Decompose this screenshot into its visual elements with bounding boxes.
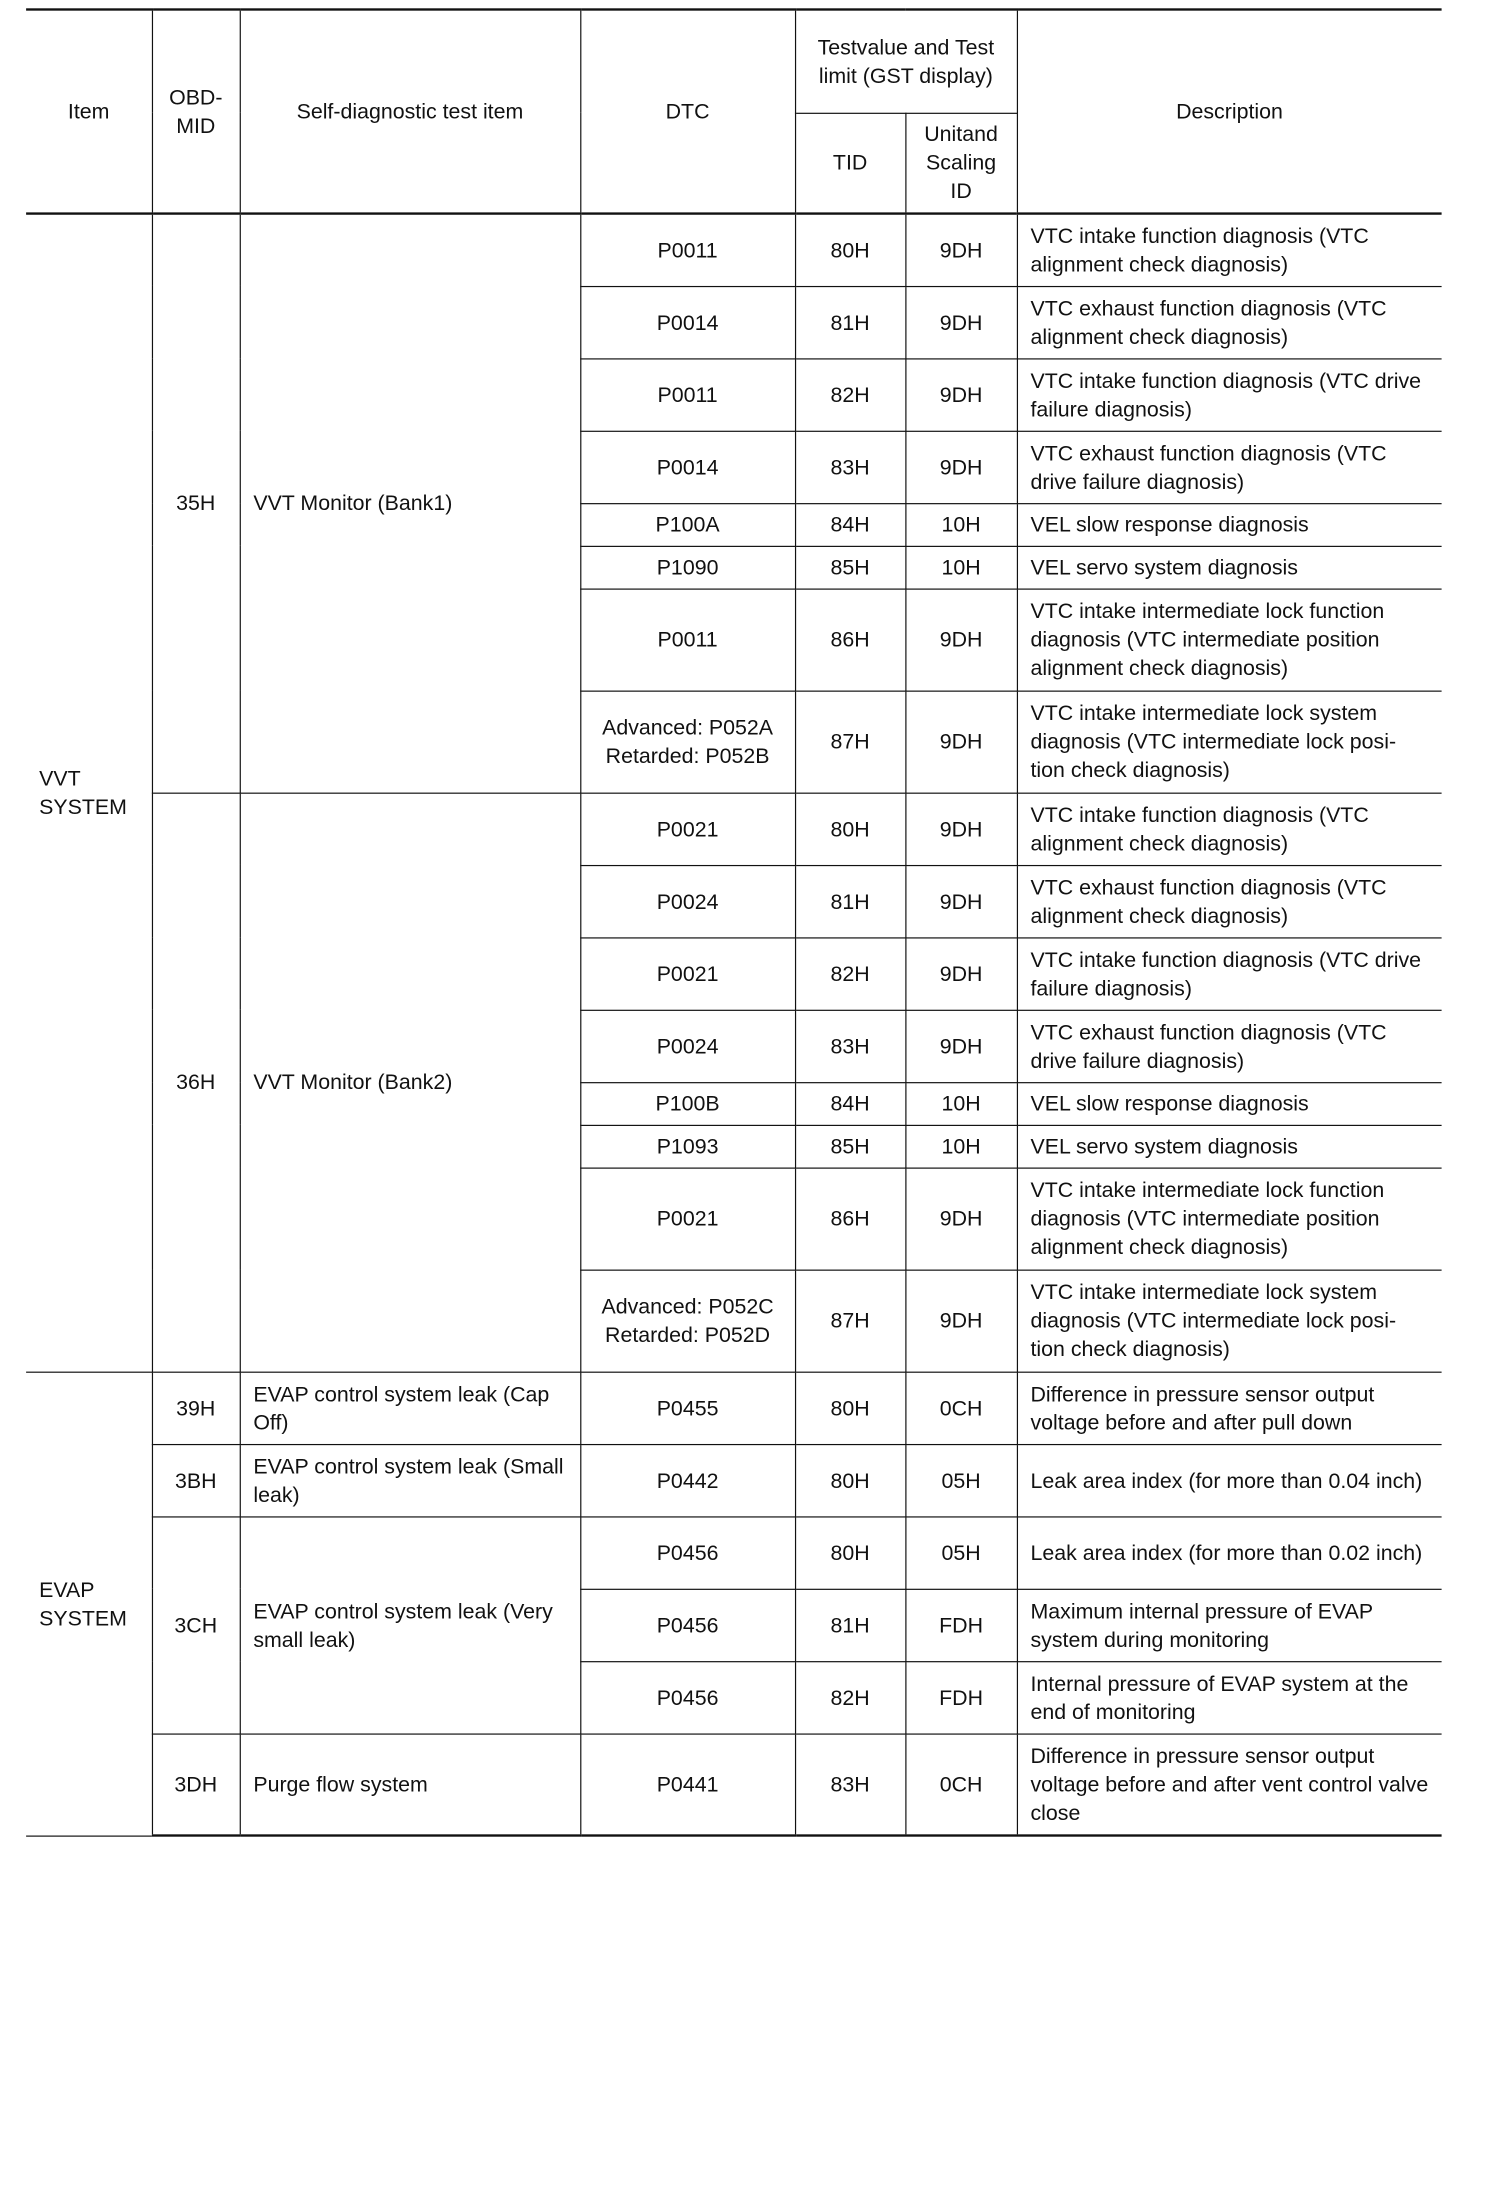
table-row [26,793,1441,865]
scaling-cell: 9DH [905,214,1017,286]
scaling-cell: FDH [905,1661,1017,1733]
test-item-36h: VVT Monitor (Bank2) [240,793,581,1372]
obd-mid-3bh: 3BH [152,1444,240,1516]
obd-mid-35h: 35H [152,214,240,793]
description-cell: Leak area index (for more than 0.04 inch) [1017,1444,1442,1516]
description-cell: Internal pressure of EVAP system at the end of monitoring [1017,1661,1442,1733]
description-cell: Difference in pressure sensor output voltage before and after pull down [1017,1372,1442,1444]
dtc-cell: P0014 [580,286,795,358]
tid-cell: 80H [795,1516,905,1588]
header-item: Item [26,9,152,213]
dtc-retarded: Retarded: P052B [605,743,770,768]
tid-cell: 80H [795,1372,905,1444]
description-cell: VTC exhaust function diagnosis (VTC alignment check diagnosis) [1017,286,1442,358]
scaling-cell: 9DH [905,1270,1017,1372]
tid-cell: 83H [795,431,905,503]
scaling-cell: FDH [905,1589,1017,1661]
description-cell: VEL servo system diagnosis [1017,1125,1442,1168]
dtc-cell: P0014 [580,431,795,503]
tid-cell: 81H [795,1589,905,1661]
description-cell: VEL slow response diagnosis [1017,1082,1442,1125]
tid-cell: 84H [795,503,905,546]
header-obd-mid: OBD-MID [152,9,240,213]
description-cell: VTC intake function diagnosis (VTC drive failure diagnosis) [1017,358,1442,430]
dtc-cell: P100B [580,1082,795,1125]
description-cell: VTC intake function diagnosis (VTC drive failure diagnosis) [1017,937,1442,1009]
tid-cell: 80H [795,214,905,286]
tid-cell: 81H [795,865,905,937]
header-test-value: Testvalue and Test limit (GST display) [795,9,1017,112]
tid-cell: 85H [795,1125,905,1168]
description-cell: VEL slow response diagnosis [1017,503,1442,546]
tid-cell: 83H [795,1010,905,1082]
dtc-cell [580,1270,795,1372]
group-vvt: VVT SYSTEM [26,214,152,1372]
test-item-39h: EVAP control system leak (Cap Off) [240,1372,581,1444]
tid-cell: 82H [795,358,905,430]
table-row [26,1372,1441,1444]
dtc-cell: P0024 [580,865,795,937]
dtc-cell [580,691,795,793]
tid-cell: 82H [795,937,905,1009]
scaling-cell: 10H [905,503,1017,546]
scaling-cell: 9DH [905,937,1017,1009]
tid-cell: 82H [795,1661,905,1733]
dtc-cell: P0456 [580,1516,795,1588]
scaling-cell: 9DH [905,286,1017,358]
scaling-cell: 9DH [905,865,1017,937]
scaling-cell: 9DH [905,358,1017,430]
dtc-cell: P1090 [580,546,795,589]
dtc-advanced: Advanced: P052C [601,1294,774,1319]
dtc-cell: P100A [580,503,795,546]
test-item-3dh: Purge flow system [240,1733,581,1835]
test-item-3ch: EVAP control system leak (Very small leak) [240,1516,581,1733]
scaling-cell: 0CH [905,1372,1017,1444]
obd-mid-table [26,8,1441,1836]
description-cell: VEL servo system diagnosis [1017,546,1442,589]
scaling-cell: 9DH [905,589,1017,691]
dtc-cell: P0455 [580,1372,795,1444]
obd-mid-36h: 36H [152,793,240,1372]
table-row [26,214,1441,286]
header-test-item: Self-diagnostic test item [240,9,581,213]
header-tid: TID [795,113,905,214]
scaling-cell: 9DH [905,1010,1017,1082]
tid-cell: 80H [795,1444,905,1516]
obd-mid-39h: 39H [152,1372,240,1444]
dtc-cell: P0011 [580,214,795,286]
description-cell: VTC intake function diagnosis (VTC alignment check diagnosis) [1017,214,1442,286]
description-cell: VTC intake function diagnosis (VTC alignment check diagnosis) [1017,793,1442,865]
scaling-cell: 05H [905,1516,1017,1588]
dtc-cell: P0456 [580,1661,795,1733]
obd-mid-3dh: 3DH [152,1733,240,1835]
scaling-cell: 9DH [905,431,1017,503]
tid-cell: 83H [795,1733,905,1835]
description-cell: VTC intake intermediate lock system diagnosis (VTC intermediate lock posi-tion check diagnosis) [1017,1270,1442,1372]
scaling-cell: 10H [905,1082,1017,1125]
dtc-advanced: Advanced: P052A [602,715,774,740]
table-row [26,1733,1441,1835]
scaling-cell: 9DH [905,1168,1017,1270]
scaling-cell: 05H [905,1444,1017,1516]
table-row [26,1516,1441,1588]
dtc-cell: P0021 [580,937,795,1009]
description-cell: VTC exhaust function diagnosis (VTC alignment check diagnosis) [1017,865,1442,937]
scaling-cell: 9DH [905,691,1017,793]
header-description: Description [1017,9,1442,213]
dtc-cell: P0024 [580,1010,795,1082]
table-row [26,1444,1441,1516]
scaling-cell: 9DH [905,793,1017,865]
description-cell: Maximum internal pressure of EVAP system during monitoring [1017,1589,1442,1661]
dtc-cell: P0011 [580,358,795,430]
description-cell: VTC intake intermediate lock function diagnosis (VTC intermediate position alignment check diagnosis) [1017,1168,1442,1270]
tid-cell: 86H [795,1168,905,1270]
test-item-3bh: EVAP control system leak (Small leak) [240,1444,581,1516]
obd-mid-3ch: 3CH [152,1516,240,1733]
description-cell: VTC intake intermediate lock function diagnosis (VTC intermediate position alignment check diagnosis) [1017,589,1442,691]
dtc-cell: P0011 [580,589,795,691]
dtc-cell: P0021 [580,793,795,865]
description-cell: VTC exhaust function diagnosis (VTC drive failure diagnosis) [1017,431,1442,503]
tid-cell: 86H [795,589,905,691]
tid-cell: 80H [795,793,905,865]
description-cell: Leak area index (for more than 0.02 inch) [1017,1516,1442,1588]
scaling-cell: 10H [905,546,1017,589]
description-cell: Difference in pressure sensor output voltage before and after vent control valve close [1017,1733,1442,1835]
header-dtc: DTC [580,9,795,213]
dtc-cell: P1093 [580,1125,795,1168]
dtc-cell: P0441 [580,1733,795,1835]
tid-cell: 84H [795,1082,905,1125]
tid-cell: 87H [795,1270,905,1372]
group-evap: EVAP SYSTEM [26,1372,152,1836]
header-unit-scaling: Unitand Scaling ID [905,113,1017,214]
dtc-cell: P0021 [580,1168,795,1270]
description-cell: VTC intake intermediate lock system diagnosis (VTC intermediate lock posi-tion check diagnosis) [1017,691,1442,793]
dtc-cell: P0456 [580,1589,795,1661]
scaling-cell: 10H [905,1125,1017,1168]
test-item-35h: VVT Monitor (Bank1) [240,214,581,793]
tid-cell: 81H [795,286,905,358]
dtc-cell: P0442 [580,1444,795,1516]
description-cell: VTC exhaust function diagnosis (VTC drive failure diagnosis) [1017,1010,1442,1082]
scaling-cell: 0CH [905,1733,1017,1835]
tid-cell: 87H [795,691,905,793]
tid-cell: 85H [795,546,905,589]
dtc-retarded: Retarded: P052D [605,1322,771,1347]
